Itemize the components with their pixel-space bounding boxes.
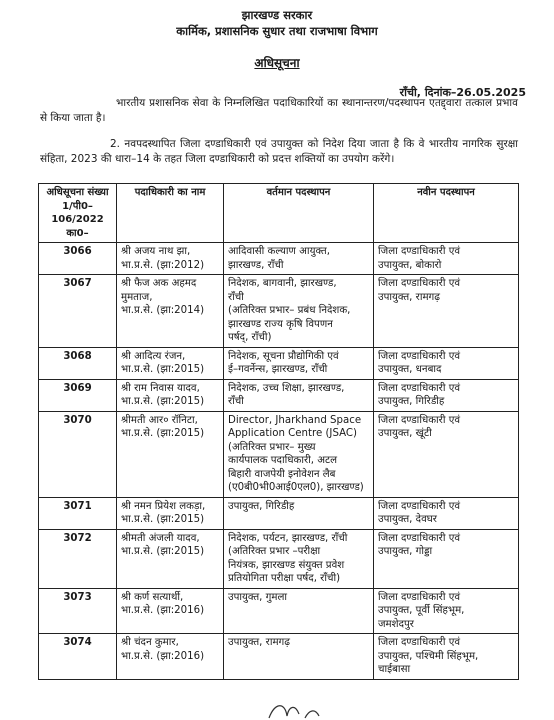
current-posting-cell: Director, Jharkhand Space Application Centre (JSAC) (अतिरिक्त प्रभार– मुख्य कार्यपालक पदाधिकारी, अटल बिहारी वाजपेयी इनोवेशन लैब (ए0बी0भी0आई0एल0), झारखण्ड): [224, 411, 374, 497]
department-name: कार्मिक, प्रशासनिक सुधार तथा राजभाषा विभाग: [176, 24, 378, 38]
notification-number-cell: 3067: [39, 275, 117, 348]
new-posting-cell: जिला दण्डाधिकारी एवं उपायुक्त, रामगढ़: [374, 275, 519, 348]
new-posting-cell: जिला दण्डाधिकारी एवं उपायुक्त, खूंटी: [374, 411, 519, 497]
current-posting-cell: आदिवासी कल्याण आयुक्त, झारखण्ड, राँची: [224, 243, 374, 275]
table-row: [39, 634, 519, 680]
officer-name-cell: श्री नमन प्रियेश लकड़ा, भा.प्र.से. (झा:2015): [117, 497, 224, 529]
notification-number-cell: 3066: [39, 243, 117, 275]
officer-name-cell: श्री फैज अक अहमद मुमताज, भा.प्र.से. (झा:2014): [117, 275, 224, 348]
current-posting-cell: उपायुक्त, गिरिडीह: [224, 497, 374, 529]
current-posting-cell: निदेशक, सूचना प्रौद्योगिकी एवं ई–गवर्नेन्स, झारखण्ड, राँची: [224, 347, 374, 379]
officer-name-cell: श्रीमती आर० रॉनिटा, भा.प्र.से. (झा:2015): [117, 411, 224, 497]
notification-number-cell: 3074: [39, 634, 117, 680]
new-posting-cell: जिला दण्डाधिकारी एवं उपायुक्त, पश्चिमी सिंहभूम, चाईबासा: [374, 634, 519, 680]
officer-name-cell: श्री अजय नाथ झा, भा.प्र.से. (झा:2012): [117, 243, 224, 275]
new-posting-cell: जिला दण्डाधिकारी एवं उपायुक्त, धनबाद: [374, 347, 519, 379]
new-posting-cell: जिला दण्डाधिकारी एवं उपायुक्त, बोकारो: [374, 243, 519, 275]
table-row: [39, 588, 519, 634]
table-row: [39, 497, 519, 529]
new-posting-cell: जिला दण्डाधिकारी एवं उपायुक्त, गोड्डा: [374, 529, 519, 588]
table-body: [39, 243, 519, 680]
current-posting-cell: निदेशक, पर्यटन, झारखण्ड, राँची (अतिरिक्त प्रभार –परीक्षा नियंत्रक, झारखण्ड संयुक्त प्रवेश प्रतियोगिता परीक्षा पर्षद, राँची): [224, 529, 374, 588]
officer-name-cell: श्री चंदन कुमार, भा.प्र.से. (झा:2016): [117, 634, 224, 680]
table-header-row: [39, 184, 519, 243]
officer-name-cell: श्रीमती अंजली यादव, भा.प्र.से. (झा:2015): [117, 529, 224, 588]
government-name: झारखण्ड सरकार: [241, 8, 313, 22]
current-posting-cell: उपायुक्त, रामगढ़: [224, 634, 374, 680]
paragraph-2-text: 2. नवपदस्थापित जिला दण्डाधिकारी एवं उपायुक्त को निदेश दिया जाता है कि वे भारतीय नागरिक सुरक्षा संहिता, 2023 की धारा–14 के तहत जिला दण्डाधिकारी को प्रदत्त शक्तियों का उपयोग करेंगे।: [40, 138, 518, 165]
notification-number-cell: 3069: [39, 379, 117, 411]
notification-number-cell: 3072: [39, 529, 117, 588]
notification-number-cell: 3068: [39, 347, 117, 379]
posting-table: [38, 183, 519, 680]
new-posting-cell: जिला दण्डाधिकारी एवं उपायुक्त, पूर्वी सिंहभूम, जमशेदपुर: [374, 588, 519, 634]
header-current-posting: वर्तमान पदस्थापन: [224, 184, 374, 243]
place-date-line: राँची, दिनांक–26.05.2025: [399, 86, 526, 99]
officer-name-cell: श्री राम निवास यादव, भा.प्र.से. (झा:2015): [117, 379, 224, 411]
new-posting-cell: जिला दण्डाधिकारी एवं उपायुक्त, देवघर: [374, 497, 519, 529]
table-row: [39, 379, 519, 411]
current-posting-cell: निदेशक, उच्च शिक्षा, झारखण्ड, राँची: [224, 379, 374, 411]
notification-number-cell: 3073: [39, 588, 117, 634]
table-row: [39, 529, 519, 588]
table-row: [39, 275, 519, 348]
header-new-posting: नवीन पदस्थापन: [374, 184, 519, 243]
notification-number-cell: 3070: [39, 411, 117, 497]
document-title-wrap: [0, 54, 554, 71]
notification-number-cell: 3071: [39, 497, 117, 529]
paragraph-1: [40, 96, 518, 126]
document-title: अधिसूचना: [254, 56, 300, 70]
paragraph-2: [40, 137, 518, 167]
new-posting-cell: जिला दण्डाधिकारी एवं उपायुक्त, गिरिडीह: [374, 379, 519, 411]
current-posting-cell: उपायुक्त, गुमला: [224, 588, 374, 634]
table-row: [39, 243, 519, 275]
officer-name-cell: श्री कर्ण सत्यार्थी, भा.प्र.से. (झा:2016): [117, 588, 224, 634]
officer-name-cell: श्री आदित्य रंजन, भा.प्र.से. (झा:2015): [117, 347, 224, 379]
current-posting-cell: निदेशक, बागवानी, झारखण्ड, राँची (अतिरिक्त प्रभार– प्रबंध निदेशक, झारखण्ड राज्य कृषि विपणन पर्षद्, राँची): [224, 275, 374, 348]
header-officer-name: पदाधिकारी का नाम: [117, 184, 224, 243]
paragraph-1-text: भारतीय प्रशासनिक सेवा के निम्नलिखित पदाधिकारियों का स्थानान्तरण/पदस्थापन एतद्द्वारा तत्काल प्रभाव से किया जाता है।: [40, 97, 518, 124]
signature-mark: [265, 700, 345, 720]
table-row: [39, 347, 519, 379]
table-row: [39, 411, 519, 497]
header-notification-no: अधिसूचना संख्या 1/पी0–106/2022 का0–: [39, 184, 117, 243]
